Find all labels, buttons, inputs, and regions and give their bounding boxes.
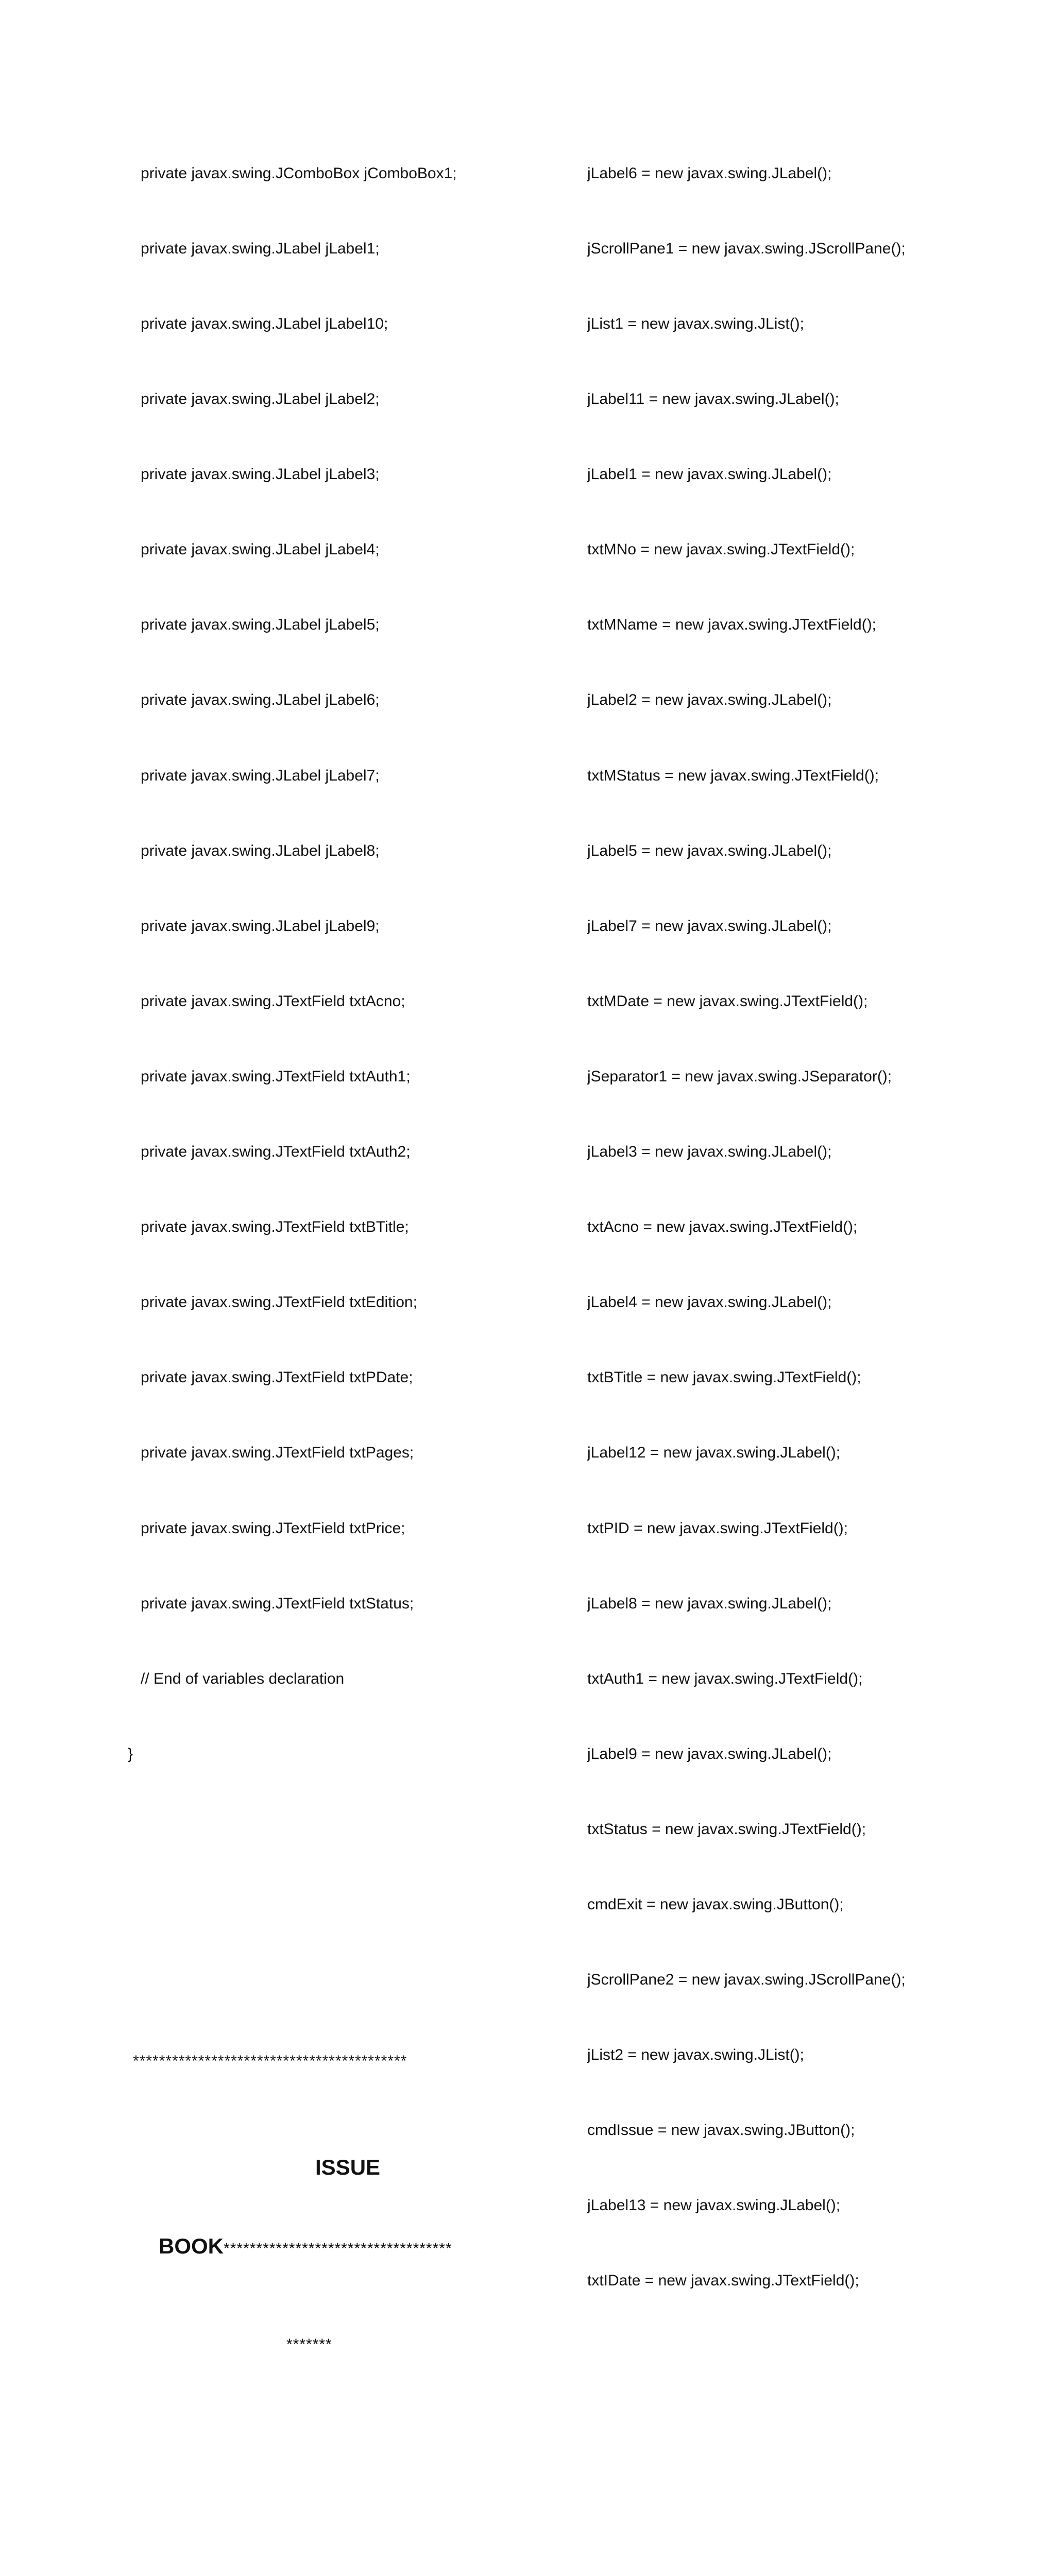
code-line: private javax.swing.JLabel jLabel4; <box>128 541 380 558</box>
code-line: cmdExit = new javax.swing.JButton(); <box>561 1895 844 1913</box>
code-line: jSeparator1 = new javax.swing.JSeparator(); <box>561 1067 892 1085</box>
code-line: private javax.swing.JTextField txtBTitle; <box>128 1218 409 1236</box>
code-line: private javax.swing.JTextField txtPages; <box>128 1444 414 1462</box>
code-line: private javax.swing.JTextField txtPrice; <box>128 1519 405 1537</box>
heading-stars-top: ****************************************** <box>133 2052 407 2070</box>
right-column <box>561 61 953 2576</box>
code-line: jList1 = new javax.swing.JList(); <box>561 315 805 332</box>
code-line: txtMName = new javax.swing.JTextField(); <box>561 616 877 634</box>
code-line: private javax.swing.JLabel jLabel10; <box>128 315 388 332</box>
code-line: jLabel9 = new javax.swing.JLabel(); <box>561 1745 832 1762</box>
code-line: private javax.swing.JTextField txtAuth2; <box>128 1143 411 1161</box>
code-line: private javax.swing.JTextField txtAuth1; <box>128 1067 411 1085</box>
heading-stars-bottom: ******* <box>286 2335 332 2353</box>
code-line: jLabel7 = new javax.swing.JLabel(); <box>561 917 832 935</box>
code-line: txtMStatus = new javax.swing.JTextField(); <box>561 767 879 784</box>
component-instantiation-block <box>561 111 953 2344</box>
code-line: jLabel11 = new javax.swing.JLabel(); <box>561 391 839 408</box>
code-line: private javax.swing.JComboBox jComboBox1; <box>128 164 457 182</box>
code-line: jLabel8 = new javax.swing.JLabel(); <box>561 1595 832 1612</box>
code-line: jList2 = new javax.swing.JList(); <box>561 2046 805 2064</box>
code-line: cmdIssue = new javax.swing.JButton(); <box>561 2122 855 2139</box>
code-line: jScrollPane1 = new javax.swing.JScrollPane(); <box>561 240 906 257</box>
code-line: private javax.swing.JLabel jLabel5; <box>128 616 380 634</box>
code-line: jLabel4 = new javax.swing.JLabel(); <box>561 1294 832 1311</box>
code-line: private javax.swing.JTextField txtEdition; <box>128 1294 417 1311</box>
code-line: jLabel2 = new javax.swing.JLabel(); <box>561 691 832 709</box>
code-line: private javax.swing.JLabel jLabel1; <box>128 240 380 257</box>
code-line: jLabel5 = new javax.swing.JLabel(); <box>561 842 832 859</box>
code-line: txtMNo = new javax.swing.JTextField(); <box>561 541 855 558</box>
code-line: txtBTitle = new javax.swing.JTextField(); <box>561 1369 861 1386</box>
code-line: jLabel13 = new javax.swing.JLabel(); <box>561 2197 841 2214</box>
code-line: private javax.swing.JLabel jLabel2; <box>128 391 380 408</box>
code-line: private javax.swing.JLabel jLabel8; <box>128 842 380 859</box>
code-line: private javax.swing.JTextField txtStatus; <box>128 1595 414 1612</box>
heading-book: BOOK <box>159 2234 224 2259</box>
code-line: jScrollPane2 = new javax.swing.JScrollPane(); <box>561 1971 906 1989</box>
code-line: } <box>128 1745 133 1762</box>
code-line: private javax.swing.JLabel jLabel7; <box>128 767 380 784</box>
frame-setup-block <box>561 2545 953 2576</box>
code-line: private javax.swing.JLabel jLabel9; <box>128 917 380 935</box>
variable-declarations-block <box>128 111 519 1817</box>
heading-issue: ISSUE <box>315 2155 381 2179</box>
section-heading <box>128 1998 519 2458</box>
code-line: private javax.swing.JLabel jLabel3; <box>128 466 380 483</box>
heading-stars-inline: *********************************** <box>224 2240 452 2258</box>
code-line: txtPID = new javax.swing.JTextField(); <box>561 1519 848 1537</box>
code-line: jLabel1 = new javax.swing.JLabel(); <box>561 466 832 483</box>
code-line: txtAuth1 = new javax.swing.JTextField(); <box>561 1670 863 1687</box>
code-line: private javax.swing.JTextField txtPDate; <box>128 1369 413 1386</box>
code-line: txtMDate = new javax.swing.JTextField(); <box>561 992 868 1010</box>
code-comment: // End of variables declaration <box>128 1670 345 1687</box>
code-line: jLabel6 = new javax.swing.JLabel(); <box>561 164 832 182</box>
code-line: txtAcno = new javax.swing.JTextField(); <box>561 1218 858 1236</box>
left-column <box>128 61 519 2576</box>
code-line: txtIDate = new javax.swing.JTextField(); <box>561 2272 859 2290</box>
code-line: txtStatus = new javax.swing.JTextField(); <box>561 1820 866 1838</box>
code-line: jLabel3 = new javax.swing.JLabel(); <box>561 1143 832 1161</box>
code-line: private javax.swing.JTextField txtAcno; <box>128 992 405 1010</box>
code-line: private javax.swing.JLabel jLabel6; <box>128 691 380 709</box>
code-line: jLabel12 = new javax.swing.JLabel(); <box>561 1444 841 1462</box>
